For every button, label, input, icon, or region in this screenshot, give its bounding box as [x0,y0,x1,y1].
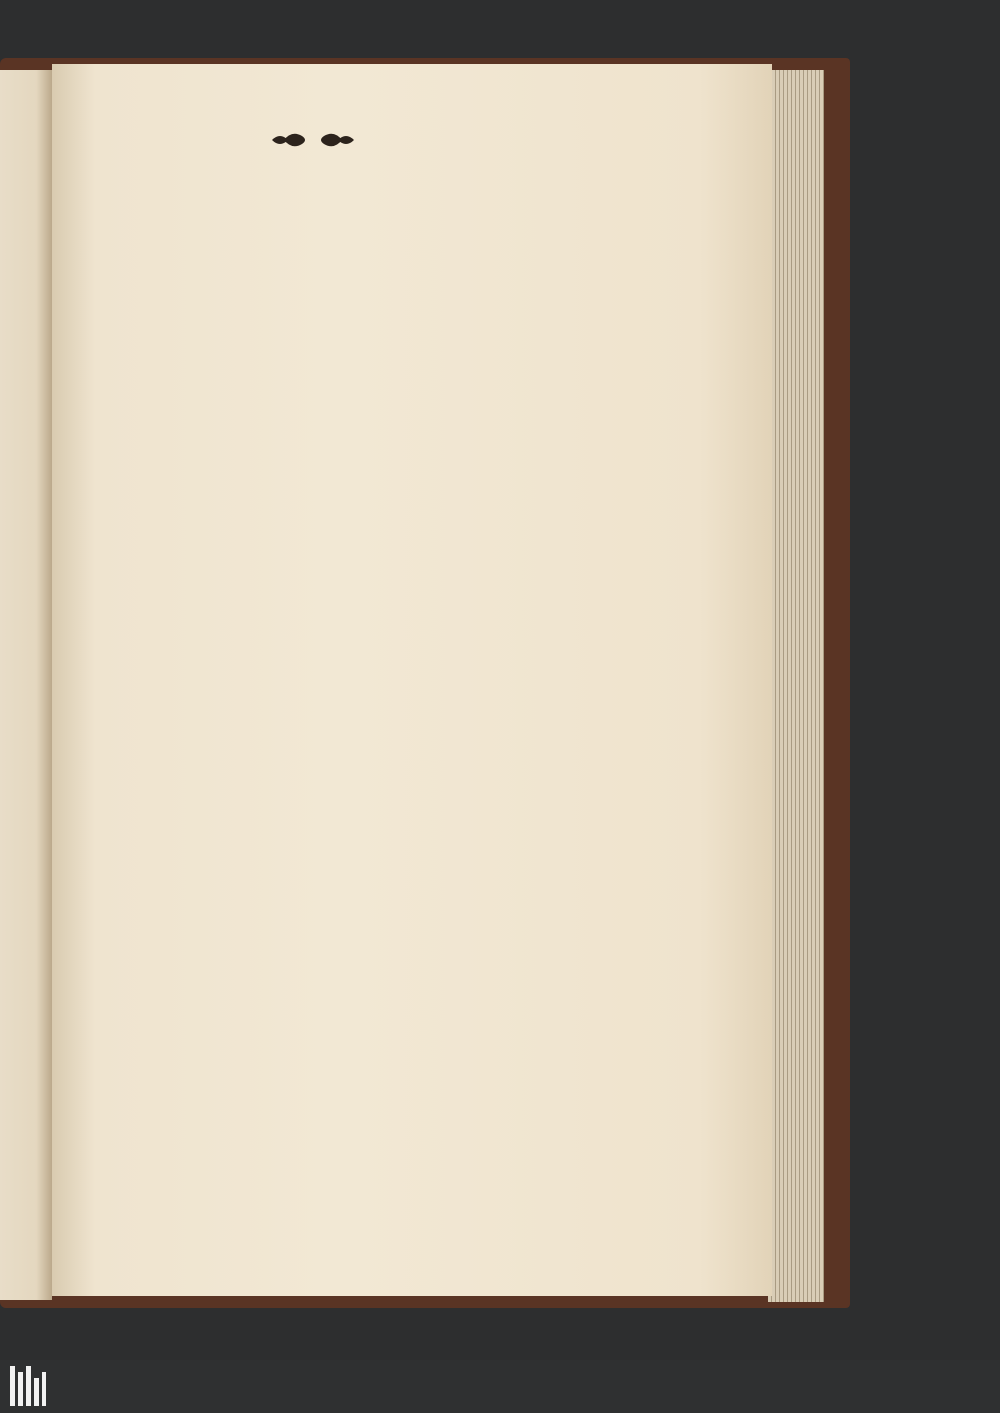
page-header [270,126,356,153]
right-page [52,64,772,1296]
footer-bar [0,1360,1000,1413]
ornament-right-icon [316,130,356,150]
library-logo-icon [8,1364,48,1408]
page-fore-edge [768,70,824,1302]
ornament-left-icon [270,130,310,150]
left-page [0,70,52,1300]
